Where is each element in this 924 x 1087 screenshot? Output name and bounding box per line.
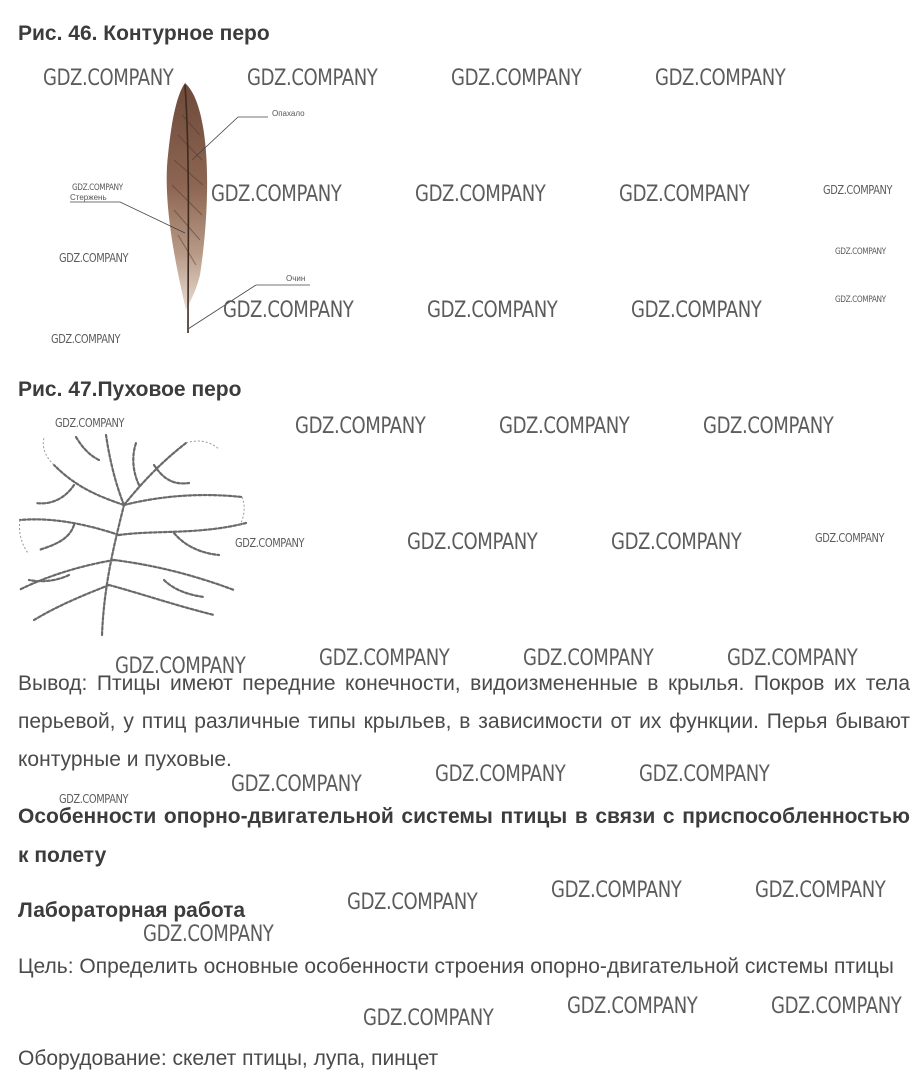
watermark: GDZ.COMPANY: [363, 1006, 494, 1031]
watermark: GDZ.COMPANY: [727, 646, 858, 671]
watermark: GDZ.COMPANY: [655, 66, 786, 91]
watermark: GDZ.COMPANY: [51, 332, 121, 346]
watermark: GDZ.COMPANY: [631, 298, 762, 323]
watermark: GDZ.COMPANY: [835, 247, 886, 257]
watermark: GDZ.COMPANY: [427, 298, 558, 323]
watermark: GDZ.COMPANY: [451, 66, 582, 91]
watermark: GDZ.COMPANY: [115, 654, 246, 679]
watermark: GDZ.COMPANY: [551, 878, 682, 903]
watermark: GDZ.COMPANY: [523, 646, 654, 671]
watermark: GDZ.COMPANY: [815, 531, 885, 545]
figure-46-caption: Рис. 46. Контурное перо: [18, 22, 270, 45]
watermark: GDZ.COMPANY: [247, 66, 378, 91]
label-shaft: Стержень: [70, 193, 107, 202]
watermark: GDZ.COMPANY: [231, 772, 362, 797]
goal-text: Цель: Определить основные особенности строения опорно-двигательной системы птицы: [18, 955, 894, 978]
watermark: GDZ.COMPANY: [43, 66, 174, 91]
section-title: Особенности опорно-двигательной системы птицы в связи с приспособленностью к полету: [18, 805, 910, 867]
watermark: GDZ.COMPANY: [639, 762, 770, 787]
label-vane: Опахало: [272, 109, 305, 118]
watermark: GDZ.COMPANY: [295, 414, 426, 439]
watermark: GDZ.COMPANY: [771, 994, 902, 1019]
watermark: GDZ.COMPANY: [415, 182, 546, 207]
watermark: GDZ.COMPANY: [567, 994, 698, 1019]
watermark: GDZ.COMPANY: [319, 646, 450, 671]
watermark: GDZ.COMPANY: [611, 530, 742, 555]
lab-title: Лабораторная работа: [18, 899, 246, 922]
watermark: GDZ.COMPANY: [755, 878, 886, 903]
watermark: GDZ.COMPANY: [435, 762, 566, 787]
watermark: GDZ.COMPANY: [55, 416, 125, 430]
equipment-text: Оборудование: скелет птицы, лупа, пинцет: [18, 1047, 439, 1070]
watermark: GDZ.COMPANY: [835, 295, 886, 305]
watermark: GDZ.COMPANY: [59, 251, 129, 265]
watermark: GDZ.COMPANY: [703, 414, 834, 439]
watermark: GDZ.COMPANY: [407, 530, 538, 555]
down-feather-figure: [14, 425, 254, 640]
watermark: GDZ.COMPANY: [347, 890, 478, 915]
watermark: GDZ.COMPANY: [211, 182, 342, 207]
watermark: GDZ.COMPANY: [823, 183, 893, 197]
figure-47-caption: Рис. 47.Пуховое перо: [18, 378, 242, 401]
watermark: GDZ.COMPANY: [235, 536, 305, 550]
watermark: GDZ.COMPANY: [72, 183, 123, 193]
watermark: GDZ.COMPANY: [223, 298, 354, 323]
watermark: GDZ.COMPANY: [619, 182, 750, 207]
conclusion-text: Вывод: Птицы имеют передние конечности, видоизмененные в крылья. Покров их тела перьевой, у птиц различные типы крыльев, в зависимости от их функции. Перья бывают контурные и пуховые.: [18, 672, 910, 771]
watermark: GDZ.COMPANY: [499, 414, 630, 439]
label-calamus: Очин: [286, 274, 306, 283]
watermark: GDZ.COMPANY: [59, 792, 129, 806]
watermark: GDZ.COMPANY: [143, 922, 274, 947]
